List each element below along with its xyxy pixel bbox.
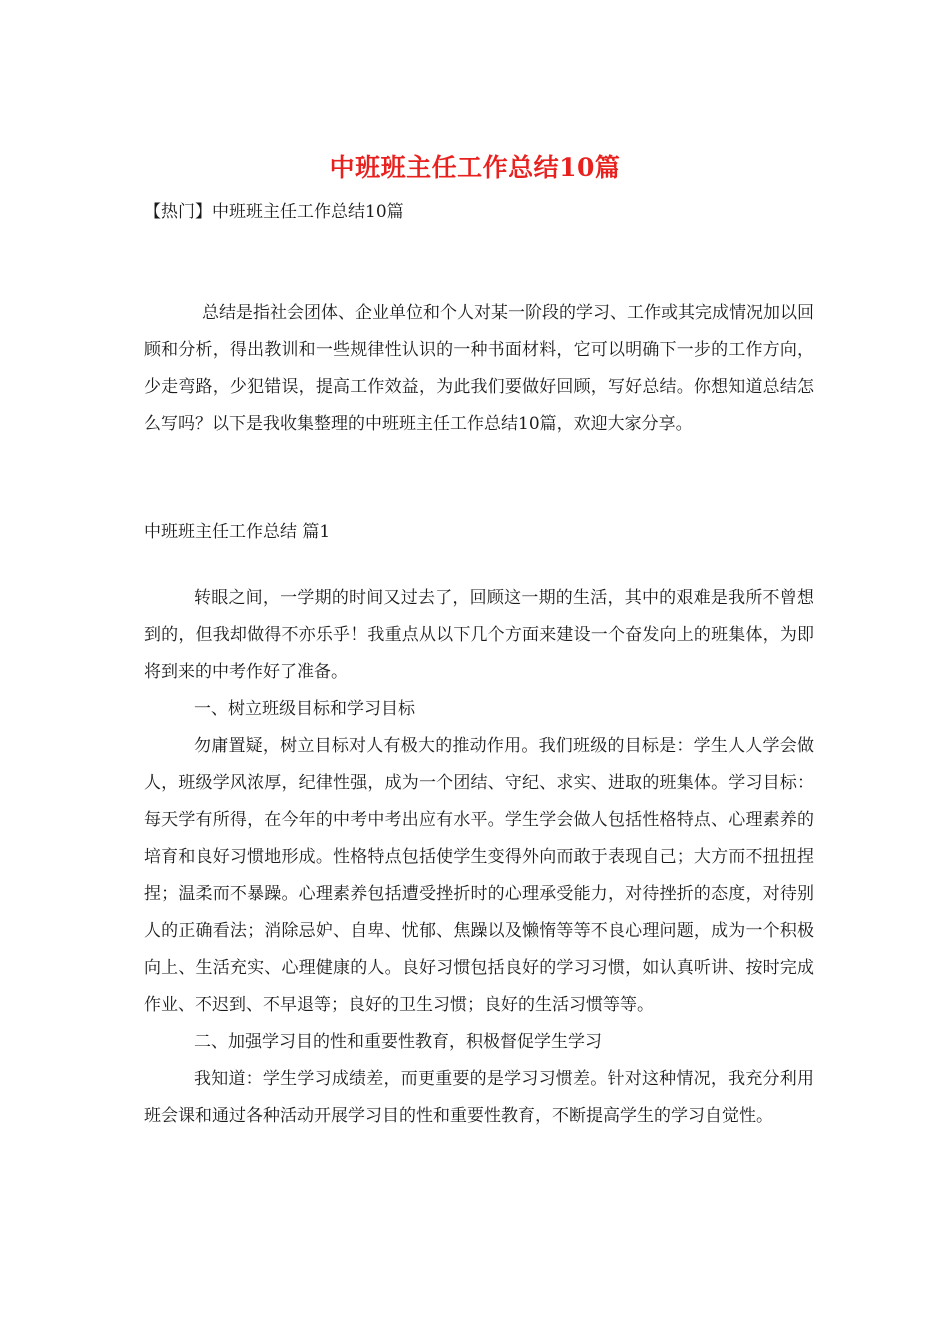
body-paragraph: 转眼之间，一学期的时间又过去了，回顾这一期的生活，其中的艰难是我所不曾想到的，但我却做得不亦乐乎！我重点从以下几个方面来建设一个奋发向上的班集体，为即将到来的中考作好了准备。 <box>144 588 814 682</box>
body-section <box>144 580 814 1135</box>
subheading-2: 二、加强学习目的性和重要性教育，积极督促学生学习 <box>194 1032 602 1052</box>
subheading-1: 一、树立班级目标和学习目标 <box>194 699 415 719</box>
intro-paragraph: 总结是指社会团体、企业单位和个人对某一阶段的学习、工作或其完成情况加以回顾和分析，得出教训和一些规律性认识的一种书面材料，它可以明确下一步的工作方向，少走弯路，少犯错误，提高工作效益，为此我们要做好回顾，写好总结。你想知道总结怎么写吗？以下是我收集整理的中班班主任工作总结10篇，欢迎大家分享。 <box>144 303 814 434</box>
body-paragraph: 勿庸置疑，树立目标对人有极大的推动作用。我们班级的目标是：学生人人学会做人，班级学风浓厚，纪律性强，成为一个团结、守纪、求实、进取的班集体。学习目标：每天学有所得，在今年的中考中考出应有水平。学生学会做人包括性格特点、心理素养的培育和良好习惯地形成。性格特点包括使学生变得外向而敢于表现自己；大方而不扭扭捏捏；温柔而不暴躁。心理素养包括遭受挫折时的心理承受能力，对待挫折的态度，对待别人的正确看法；消除忌妒、自卑、忧郁、焦躁以及懒惰等等不良心理问题，成为一个积极向上、生活充实、心理健康的人。良好习惯包括良好的学习习惯，如认真听讲、按时完成作业、不迟到、不早退等；良好的卫生习惯；良好的生活习惯等等。 <box>144 736 814 1015</box>
section-heading: 中班班主任工作总结 篇1 <box>144 522 331 542</box>
intro-section <box>144 295 814 443</box>
body-paragraph: 我知道：学生学习成绩差，而更重要的是学习习惯差。针对这种情况，我充分利用班会课和通过各种活动开展学习目的性和重要性教育，不断提高学生的学习自觉性。 <box>144 1069 814 1126</box>
document-subtitle: 【热门】中班班主任工作总结10篇 <box>144 202 404 222</box>
document-title: 中班班主任工作总结10篇 <box>329 153 621 182</box>
